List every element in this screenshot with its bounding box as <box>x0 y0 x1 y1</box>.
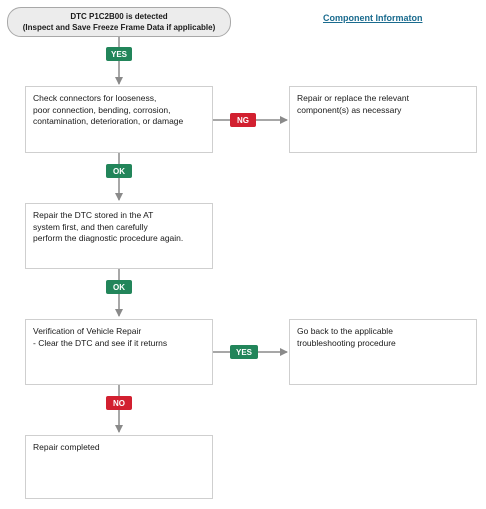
step-check-connectors: Check connectors for looseness, poor connection, bending, corrosion, contamination, deterioration, or damage <box>25 86 213 153</box>
start-subtitle: (Inspect and Save Freeze Frame Data if applicable) <box>22 23 216 32</box>
badge-ok: OK <box>106 280 132 294</box>
step-repair-completed: Repair completed <box>25 435 213 499</box>
badge-no: NO <box>106 396 132 410</box>
start-node <box>7 7 231 37</box>
step-repair-component: Repair or replace the relevant component(s) as necessary <box>289 86 477 153</box>
badge-yes: YES <box>106 47 132 61</box>
badge-ok: OK <box>106 164 132 178</box>
step-repair-at-dtc: Repair the DTC stored in the AT system first, and then carefully perform the diagnostic procedure again. <box>25 203 213 269</box>
step-go-back: Go back to the applicable troubleshooting procedure <box>289 319 477 385</box>
badge-yes: YES <box>230 345 258 359</box>
start-title: DTC P1C2B00 is detected <box>70 12 168 21</box>
component-information-link[interactable]: Component Informaton <box>323 13 423 23</box>
step-verification: Verification of Vehicle Repair - Clear the DTC and see if it returns <box>25 319 213 385</box>
badge-ng: NG <box>230 113 256 127</box>
